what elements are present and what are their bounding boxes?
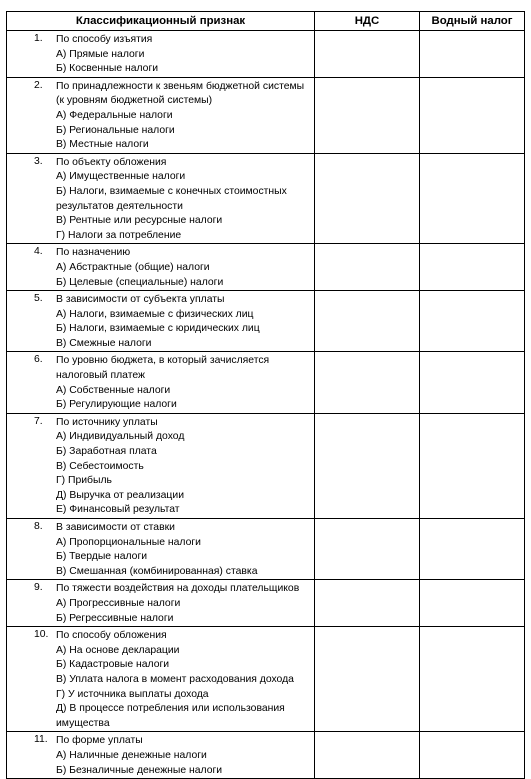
table-row [7,519,525,580]
criterion-cell [7,291,315,352]
table-body [7,31,525,779]
table-row [7,291,525,352]
header-criterion: Классификационный признак [7,12,315,31]
criterion-option: Б) Регулирующие налоги [56,399,177,411]
criterion-option: А) Федеральные налоги [56,109,173,121]
row-number: 4. [34,246,43,258]
water-tax-answer-cell[interactable] [420,352,525,413]
row-number: 11. [34,734,48,746]
criterion-option: Б) Безналичные денежные налоги [56,764,223,776]
criterion-option: Д) Выручка от реализации [56,489,184,501]
criterion-option: Г) Прибыль [56,475,112,487]
table-row [7,31,525,78]
criterion-title: По уровню бюджета, в который зачисляется налоговый платеж [56,355,270,382]
criterion-option: Б) Налоги, взимаемые с юридических лиц [56,323,260,335]
criterion-content [7,627,314,731]
criterion-content [7,519,314,579]
row-number: 1. [34,33,43,44]
water-tax-answer-cell[interactable] [420,153,525,244]
nds-answer-cell[interactable] [315,291,420,352]
criterion-cell [7,244,315,291]
criterion-option: А) Налоги, взимаемые с физических лиц [56,308,254,320]
row-number: 2. [34,79,43,91]
criterion-option: В) Смешанная (комбинированная) ставка [56,565,258,577]
row-number: 7. [34,415,43,427]
table-row [7,153,525,244]
header-row [7,12,525,31]
criterion-option: В) Смежные налоги [56,337,152,349]
criterion-option: А) Имущественные налоги [56,171,186,183]
table-row [7,627,525,732]
criterion-content [7,732,314,778]
nds-answer-cell[interactable] [315,413,420,518]
criterion-title: По источнику уплаты [56,416,158,428]
criterion-option: А) Прогрессивные налоги [56,597,181,609]
row-number: 3. [34,155,43,167]
criterion-cell [7,580,315,627]
row-number: 5. [34,293,43,305]
criterion-title: По объекту обложения [56,156,167,168]
classification-sheet [6,11,524,779]
nds-answer-cell[interactable] [315,77,420,153]
nds-answer-cell[interactable] [315,580,420,627]
criterion-option: А) Наличные денежные налоги [56,749,207,761]
nds-answer-cell[interactable] [315,352,420,413]
water-tax-answer-cell[interactable] [420,580,525,627]
criterion-option: А) Абстрактные (общие) налоги [56,261,210,273]
criterion-option: Б) Региональные налоги [56,124,175,136]
row-number: 8. [34,521,43,532]
criterion-cell [7,31,315,78]
header-water-tax: Водный налог [420,12,525,31]
header-nds: НДС [315,12,420,31]
nds-answer-cell[interactable] [315,627,420,732]
criterion-title: По назначению [56,247,131,259]
criterion-option: В) Рентные или ресурсные налоги [56,215,223,227]
criterion-cell [7,77,315,153]
criterion-option: Д) В процессе потребления или использования имущества [56,703,285,729]
criterion-option: Б) Кадастровые налоги [56,659,170,671]
criterion-option: В) Местные налоги [56,139,149,151]
table-row [7,244,525,291]
criterion-content [7,291,314,351]
criterion-content [7,580,314,626]
nds-answer-cell[interactable] [315,31,420,78]
criterion-title: По способу изъятия [56,34,153,45]
criterion-title: В зависимости от субъекта уплаты [56,294,225,306]
tax-classification-table [6,11,525,779]
nds-answer-cell[interactable] [315,244,420,291]
table-row [7,352,525,413]
criterion-option: А) Собственные налоги [56,384,171,396]
criterion-content [7,78,314,153]
water-tax-answer-cell[interactable] [420,291,525,352]
criterion-option: Е) Финансовый результат [56,504,180,516]
criterion-content [7,352,314,412]
criterion-option: Б) Косвенные налоги [56,63,159,75]
table-row [7,413,525,518]
criterion-content [7,244,314,290]
criterion-option: Б) Заработная плата [56,446,157,458]
criterion-option: А) Прямые налоги [56,48,145,60]
criterion-cell [7,519,315,580]
row-number: 9. [34,582,43,594]
row-number: 6. [34,354,43,366]
criterion-title: По принадлежности к звеньям бюджетной системы (к уровням бюджетной системы) [56,80,305,107]
criterion-title: По форме уплаты [56,735,143,747]
nds-answer-cell[interactable] [315,519,420,580]
criterion-option: Б) Налоги, взимаемые с конечных стоимостных результатов деятельности [56,185,287,212]
water-tax-answer-cell[interactable] [420,413,525,518]
criterion-option: Г) У источника выплаты дохода [56,688,209,700]
criterion-content [7,154,314,244]
criterion-option: В) Себестоимость [56,460,144,472]
criterion-title: По способу обложения [56,630,167,642]
criterion-option: А) Пропорциональные налоги [56,536,201,548]
water-tax-answer-cell[interactable] [420,627,525,732]
criterion-option: А) Индивидуальный доход [56,431,185,443]
water-tax-answer-cell[interactable] [420,31,525,78]
criterion-option: Б) Твердые налоги [56,551,148,563]
criterion-option: Г) Налоги за потребление [56,229,182,241]
water-tax-answer-cell[interactable] [420,519,525,580]
water-tax-answer-cell[interactable] [420,244,525,291]
criterion-content [7,414,314,518]
nds-answer-cell[interactable] [315,153,420,244]
criterion-content [7,31,314,77]
criterion-title: В зависимости от ставки [56,522,175,533]
criterion-title: По тяжести воздействия на доходы плательщиков [56,583,300,595]
criterion-cell [7,627,315,732]
criterion-cell [7,352,315,413]
criterion-cell [7,413,315,518]
criterion-option: А) На основе декларации [56,644,180,656]
criterion-cell [7,153,315,244]
table-row [7,77,525,153]
criterion-option: Б) Целевые (специальные) налоги [56,276,224,288]
table-row [7,580,525,627]
criterion-option: Б) Регрессивные налоги [56,612,174,624]
criterion-option: В) Уплата налога в момент расходования дохода [56,673,294,685]
row-number: 10. [34,629,49,641]
water-tax-answer-cell[interactable] [420,77,525,153]
